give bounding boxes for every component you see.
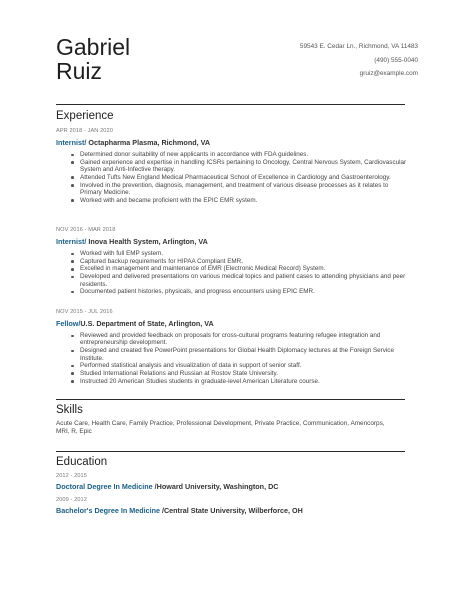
email: gruiz@example.com	[359, 70, 418, 77]
candidate-name	[56, 35, 130, 83]
school: /Howard University, Washington, DC	[154, 482, 279, 491]
list-item: Captured backup requirements for HIPAA Compliant EMR.	[73, 258, 410, 265]
education-line	[56, 482, 416, 492]
job-title: Internist/	[56, 237, 87, 246]
education-line	[56, 506, 416, 516]
job-org: Octapharma Plasma, Richmond, VA	[86, 138, 211, 147]
first-name: Gabriel	[56, 34, 131, 60]
job-bullets	[56, 332, 416, 385]
list-item: Instructed 20 American Studies students in graduate-level American Literature course.	[73, 378, 410, 385]
skills-heading: Skills	[56, 404, 83, 416]
list-item: Performed statistical analysis and visualization of data in support of senior staff.	[73, 362, 410, 369]
experience-heading: Experience	[56, 110, 114, 122]
degree: Doctoral Degree In Medicine	[56, 482, 155, 491]
degree: Bachelor's Degree In Medicine	[56, 506, 162, 515]
list-item: Attended Tufts New England Medical Pharmaceutical School of Excellence in Cardiology and Gastroenterology.	[73, 174, 410, 181]
skills-text: Acute Care, Health Care, Family Practice, Professional Development, Private Practice, Communication, Amencorps, MRI, R, Epic	[56, 420, 385, 436]
education-date: 2012 - 2015	[56, 473, 87, 479]
job-bullets	[56, 250, 416, 296]
job-entry	[56, 308, 416, 385]
phone: (490) 555-0040	[374, 56, 418, 64]
list-item: Excelled in management and maintenance of EMR (Electronic Medical Record) System.	[73, 265, 410, 272]
job-date: NOV 2016 - MAR 2018	[56, 227, 116, 233]
job-date: NOV 2015 - JUL 2016	[56, 309, 113, 315]
list-item: Gained experience and expertise in handling ICSRs pertaining to Oncology, Central Nervous System, Cardiovascular System and Anti-Infective therapy.	[73, 159, 410, 174]
list-item: Studied International Relations and Russian at Rostov State University.	[73, 370, 410, 377]
education-divider	[56, 451, 405, 452]
job-title: Fellow/	[56, 319, 81, 328]
list-item: Worked with full EMP system.	[73, 250, 410, 257]
job-entry	[56, 127, 416, 204]
job-title-line	[56, 138, 416, 148]
list-item: Designed and created five PowerPoint presentations for Global Health Diplomacy lectures at the Foreign Service Institute.	[73, 347, 410, 362]
list-item: Developed and delivered presentations on various medical topics and patient cases to attending physicians and peer residents.	[73, 273, 410, 288]
job-entry	[56, 226, 416, 296]
education-heading: Education	[56, 456, 108, 468]
list-item: Determined donor suitability of new applicants in accordance with FDA guidelines.	[73, 151, 410, 158]
job-title-line	[56, 237, 416, 247]
job-title: Internist/	[56, 138, 87, 147]
job-org: Inova Health System, Arlington, VA	[86, 237, 208, 246]
education-entry	[56, 473, 416, 492]
experience-divider	[56, 104, 405, 105]
education-date: 2009 - 2012	[56, 497, 87, 503]
school: /Central State University, Wilberforce, OH	[161, 506, 303, 515]
last-name: Ruiz	[56, 58, 103, 84]
job-title-line	[56, 319, 416, 329]
list-item: Involved in the prevention, diagnosis, management, and treatment of various disease processes as it relates to Primary Medicine.	[73, 182, 410, 197]
address: 59543 E. Cedar Ln., Richmond, VA 11483	[299, 43, 418, 50]
list-item: Documented patient histories, physicals, and progress encounters using EPIC EMR.	[73, 288, 410, 295]
job-org: U.S. Department of State, Arlington, VA	[80, 319, 214, 328]
list-item: Reviewed and provided feedback on proposals for cross-cultural programs featuring refugee integration and entrepreneurship development.	[73, 332, 410, 347]
education-entry	[56, 497, 416, 516]
job-date: APR 2018 - JAN 2020	[56, 128, 113, 134]
list-item: Worked with and became proficient with the EPIC EMR system.	[73, 197, 410, 204]
contact-info	[300, 40, 418, 81]
skills-divider	[56, 399, 405, 400]
job-bullets	[56, 151, 416, 204]
